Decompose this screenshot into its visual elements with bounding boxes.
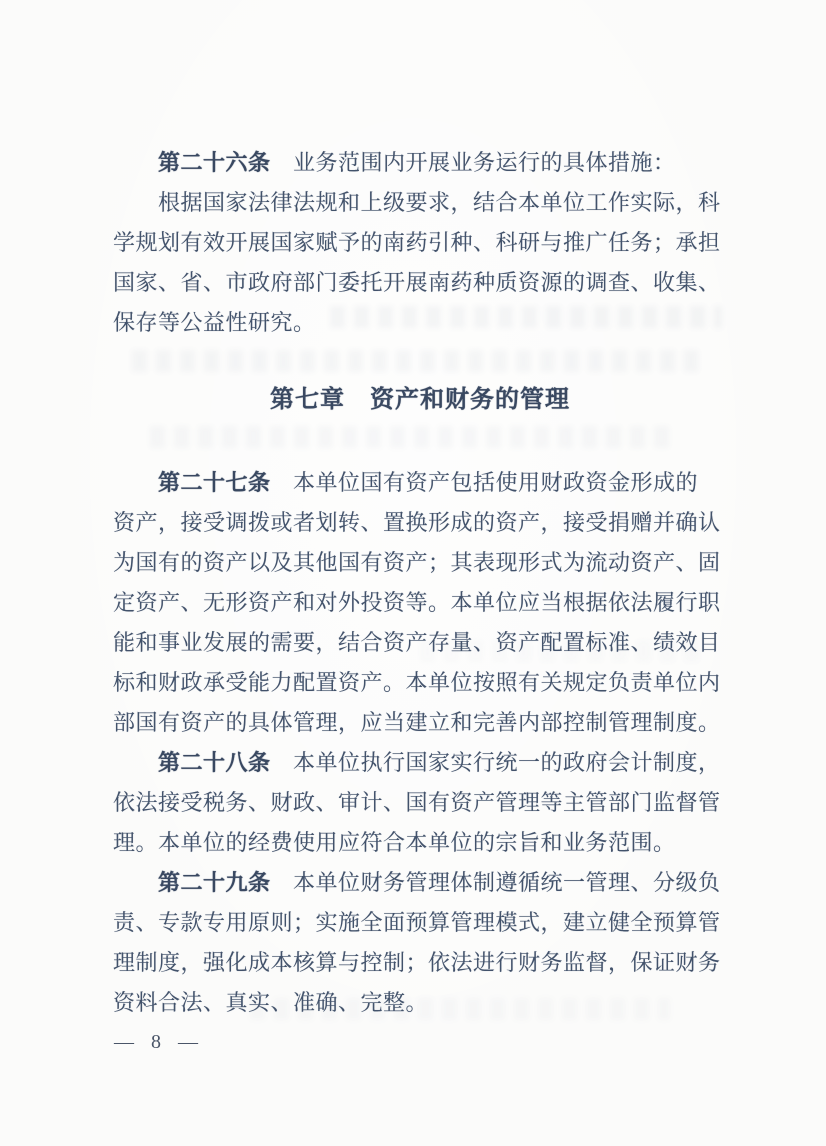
- indent: [113, 470, 158, 495]
- article-number: 第二十八条: [158, 750, 271, 775]
- text-line: [113, 743, 721, 783]
- text-line: [113, 143, 711, 183]
- article-27: [113, 463, 721, 743]
- indent: [113, 750, 158, 775]
- text-line: [113, 463, 711, 503]
- text-line: 国家、省、市政府部门委托开展南药种质资源的调查、收集、: [113, 270, 721, 295]
- text-line: 标和财政承受能力配置资产。本单位按照有关规定负责单位内: [113, 670, 721, 695]
- article-26-body: [113, 183, 721, 343]
- chapter-7-heading: 第七章 资产和财务的管理: [270, 387, 570, 413]
- article-28: [113, 743, 721, 863]
- article-number: 第二十六条: [158, 150, 271, 175]
- article-title-text: 本单位国有资产包括使用财政资金形成的: [270, 470, 699, 495]
- document-text-column: [113, 143, 721, 1023]
- article-title-text: 业务范围内开展业务运行的具体措施：: [270, 150, 676, 175]
- text-line: 资料合法、真实、准确、完整。: [113, 990, 429, 1015]
- article-title-text: 本单位执行国家实行统一的政府会计制度，: [270, 750, 721, 775]
- text-line: 资产，接受调拨或者划转、置换形成的资产，接受捐赠并确认: [113, 510, 721, 535]
- article-29: [113, 863, 721, 1023]
- text-line: 能和事业发展的需要，结合资产存量、资产配置标准、绩效目: [113, 630, 721, 655]
- article-number: 第二十七条: [158, 470, 271, 495]
- text-line: 定资产、无形资产和对外投资等。本单位应当根据依法履行职: [113, 590, 721, 615]
- text-line: 为国有的资产以及其他国有资产；其表现形式为流动资产、固: [113, 550, 721, 575]
- text-line: 部国有资产的具体管理，应当建立和完善内部控制管理制度。: [113, 710, 721, 735]
- text-line: [113, 863, 721, 903]
- text-line: 责、专款专用原则；实施全面预算管理模式，建立健全预算管: [113, 910, 721, 935]
- text-line: 保存等公益性研究。: [113, 310, 316, 335]
- article-number: 第二十九条: [158, 870, 271, 895]
- page-number: — 8 —: [114, 1031, 200, 1053]
- text-line: 理。本单位的经费使用应符合本单位的宗旨和业务范围。: [113, 830, 676, 855]
- indent: [113, 870, 158, 895]
- indent: [113, 150, 158, 175]
- article-title-text: 本单位财务管理体制遵循统一管理、分级负: [270, 870, 721, 895]
- text-line: 依法接受税务、财政、审计、国有资产管理等主管部门监督管: [113, 790, 721, 815]
- text-line: 学规划有效开展国家赋予的南药引种、科研与推广任务；承担: [113, 230, 721, 255]
- text-line: 理制度，强化成本核算与控制；依法进行财务监督，保证财务: [113, 950, 721, 975]
- article-26-opening: [113, 143, 711, 183]
- text-line: 根据国家法律法规和上级要求，结合本单位工作实际，科: [113, 190, 721, 215]
